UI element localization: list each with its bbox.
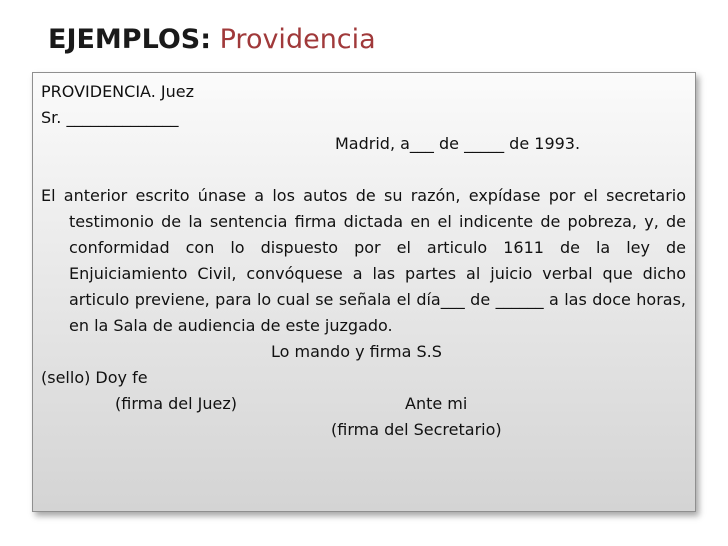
doc-mando: Lo mando y firma S.S (271, 342, 442, 361)
doc-addressee: Sr. ______________ (41, 108, 179, 127)
spacer (41, 157, 686, 183)
signatures-row (41, 391, 686, 417)
title-word: Providencia (219, 24, 376, 55)
title-prefix: EJEMPLOS: (48, 24, 212, 55)
doc-heading: PROVIDENCIA. Juez (41, 82, 194, 101)
firma-juez: (firma del Juez) (115, 394, 237, 413)
doc-body: El anterior escrito únase a los autos de su razón, expídase por el secretario testimonio de la sentencia firma dictada en el indicente de pobreza, y, de conformidad con lo dispuesto por el articulo 1611 de la ley de Enjuiciamiento Civil, convóquese a las partes al juicio verbal que dicho articulo previene, para lo cual se señala el día___ de ______ a las doce horas, en la Sala de audiencia de este juzgado. (41, 186, 686, 335)
doc-date: Madrid, a___ de _____ de 1993. (335, 134, 581, 153)
doc-sello: (sello) Doy fe (41, 368, 148, 387)
slide-title (48, 22, 376, 58)
document-text (41, 79, 686, 443)
ante-mi: Ante mi (405, 394, 468, 413)
firma-secretario: (firma del Secretario) (331, 420, 502, 439)
